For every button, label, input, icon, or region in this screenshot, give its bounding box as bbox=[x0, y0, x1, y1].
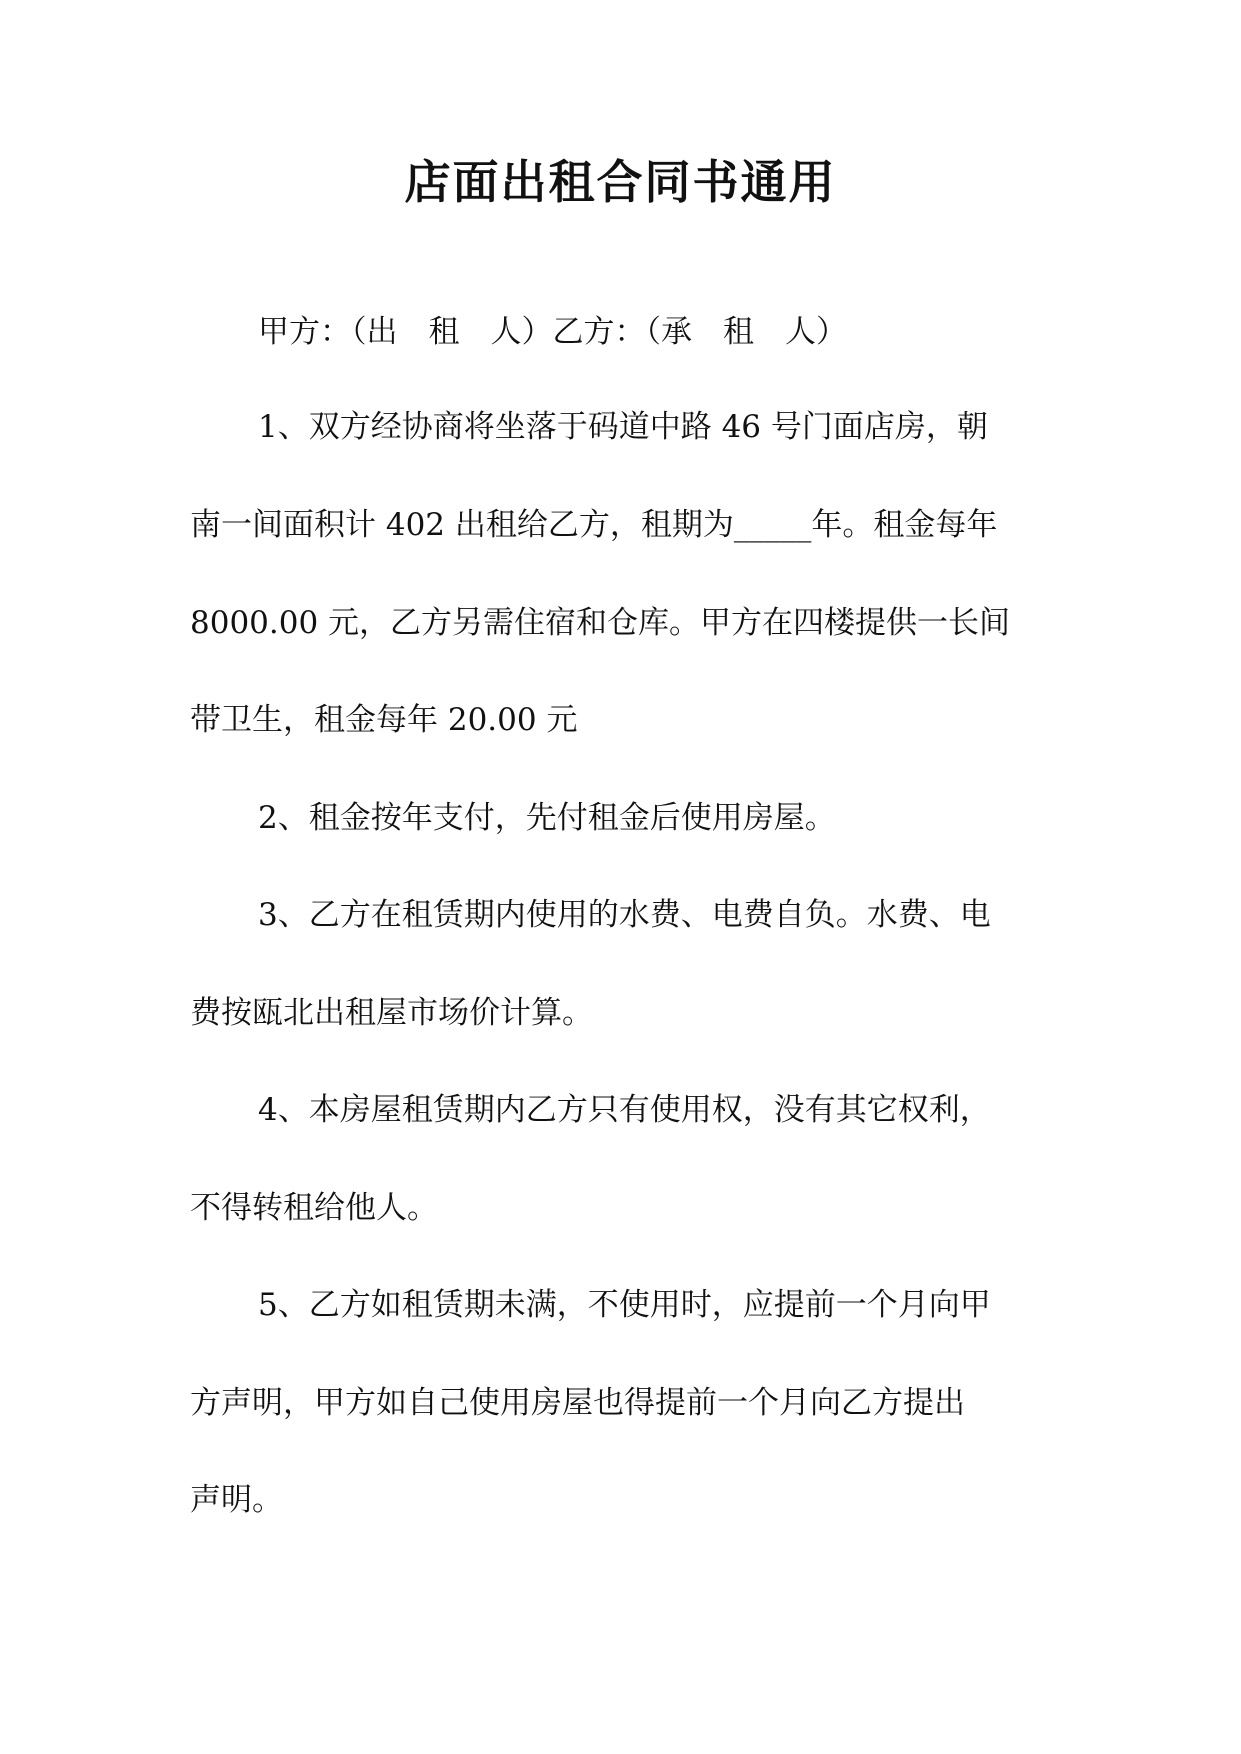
clause-5-line-1: 5、乙方如租赁期未满，不使用时，应提前一个月向甲 bbox=[258, 1287, 991, 1323]
clause-1-line-4: 带卫生，租金每年 20.00 元 bbox=[190, 702, 578, 738]
clause-1-line-1: 1、双方经协商将坐落于码道中路 46 号门面店房，朝 bbox=[258, 409, 988, 445]
clause-4-line-1: 4、本房屋租赁期内乙方只有使用权，没有其它权利， bbox=[258, 1092, 991, 1128]
clause-5-line-3: 声明。 bbox=[190, 1482, 283, 1518]
clause-3-line-2: 费按瓯北出租屋市场价计算。 bbox=[190, 995, 593, 1031]
clause-5-line-2: 方声明，甲方如自己使用房屋也得提前一个月向乙方提出 bbox=[190, 1385, 965, 1421]
parties-line: 甲方：（出 租 人）乙方：（承 租 人） bbox=[258, 314, 847, 350]
clause-1-line-3: 8000.00 元，乙方另需住宿和仓库。甲方在四楼提供一长间 bbox=[190, 605, 1011, 641]
clause-4-line-2: 不得转租给他人。 bbox=[190, 1190, 438, 1226]
clause-3-line-1: 3、乙方在租赁期内使用的水费、电费自负。水费、电 bbox=[258, 897, 991, 933]
clause-1-line-2: 南一间面积计 402 出租给乙方，租期为_____年。租金每年 bbox=[190, 507, 998, 543]
clause-2-line-1: 2、租金按年支付，先付租金后使用房屋。 bbox=[258, 800, 836, 836]
document-title: 店面出租合同书通用 bbox=[404, 155, 837, 209]
